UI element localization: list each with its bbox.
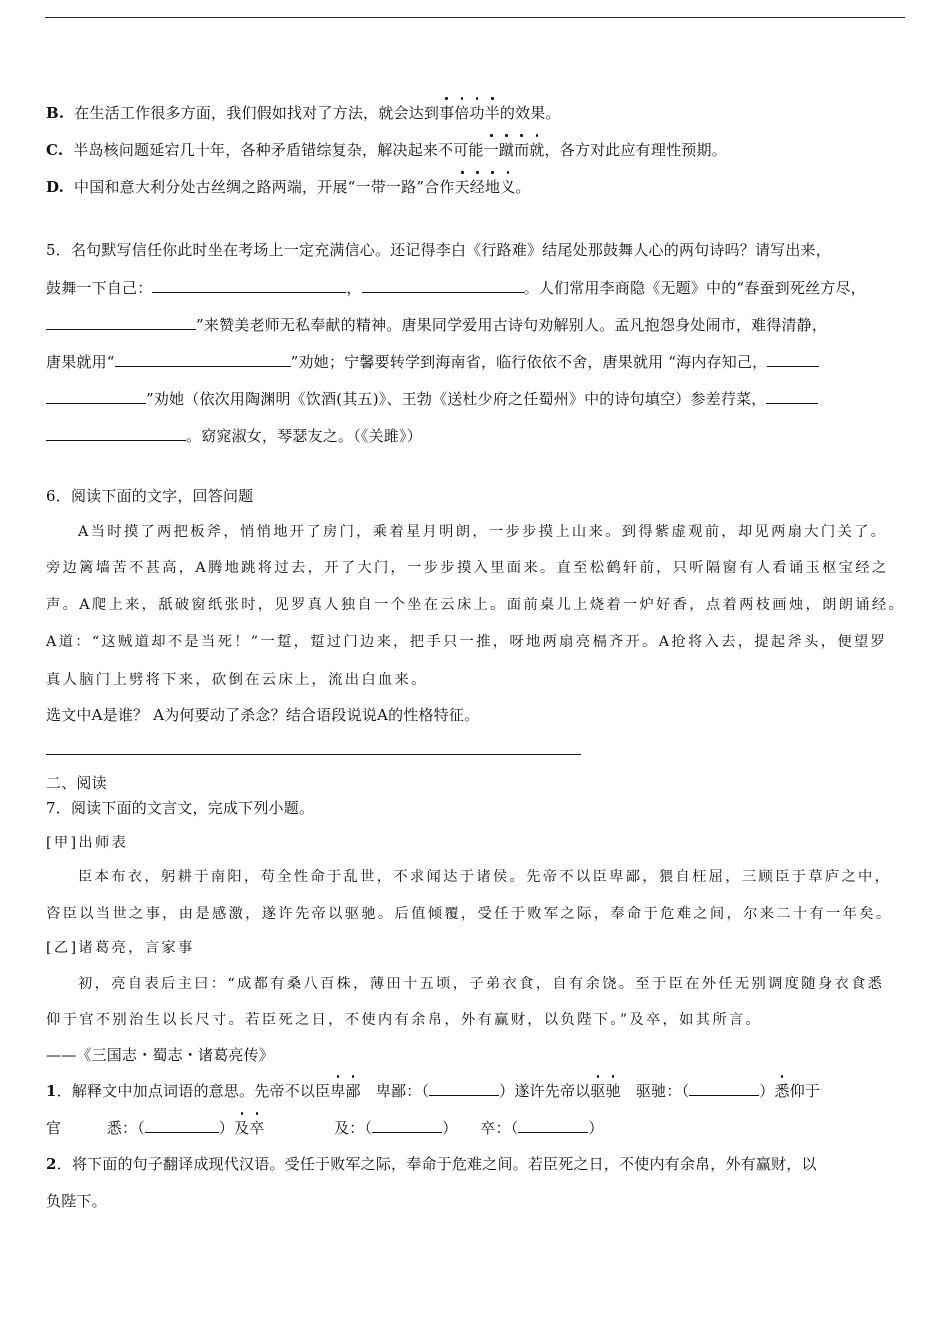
option-d: D. 中国和意大利分处古丝绸之路两端，开展“一带一路”合作天经地义。	[46, 178, 531, 196]
fill-blank[interactable]	[46, 314, 196, 330]
q5-line-1: 5．名句默写信任你此时坐在考场上一定充满信心。还记得李白《行路难》结尾处那鼓舞人心的两句诗吗？请写出来，	[46, 241, 831, 259]
q6-passage-line: A道：“这贼道却不是当死！”一踅，踅过门边来，把手只一推，呀地两扇亮槅齐开。A抢将入去，提起斧头，便望罗	[46, 634, 888, 650]
option-letter: C.	[46, 141, 64, 159]
dotted-word: 卑鄙	[330, 1082, 361, 1100]
dotted-word: 驱驰	[590, 1082, 621, 1100]
q5-line-4: 唐果就用“ ”劝她；宁馨要转学到海南省，临行依依不舍，唐果就用 “海内存知己，	[46, 351, 819, 372]
jia-passage-line: 咨臣以当世之事，由是感激，遂许先帝以驱驰。后值倾覆，受任于败军之际，奉命于危难之间，尔来二十有一年矣。	[46, 906, 893, 922]
option-letter: B.	[46, 104, 65, 122]
source-citation: ——《三国志・蜀志・诸葛亮传》	[46, 1046, 275, 1064]
yi-passage-line: 仰于官不别治生以长尺寸。若臣死之日，不使内有余帛，外有赢财，以负陛下。”及卒，如其所言。	[46, 1012, 763, 1028]
fill-blank[interactable]	[518, 1117, 588, 1133]
yi-passage-line: 初，亮自表后主曰：“成都有桑八百株，薄田十五顷，子弟衣食，自有余饶。至于臣在外任无别调度随身衣食悉	[78, 976, 885, 992]
q5-line-2: 鼓舞一下自己： ， 。人们常用李商隐《无题》中的“春蚕到死丝方尽，	[46, 279, 866, 297]
fill-blank[interactable]	[372, 1117, 442, 1133]
yi-title: [乙]诸葛亮，言家事	[46, 940, 195, 956]
fill-blank[interactable]	[767, 351, 819, 367]
q7-title: 7．阅读下面的文言文，完成下列小题。	[46, 799, 315, 817]
q5-line-3: ”来赞美老师无私奉献的精神。唐果同学爱用古诗句劝解别人。孟凡抱怨身处闹市，难得清静，	[46, 314, 827, 335]
option-b: B. 在生活工作很多方面，我们假如找对了方法，就会达到事倍功半的效果。	[46, 104, 561, 122]
q5-line-6: 。窈窕淑女，琴瑟友之。（《关雎》）	[46, 425, 422, 446]
jia-title: [甲]出师表	[46, 835, 129, 851]
option-c: C. 半岛核问题延宕几十年，各种矛盾错综复杂，解决起来不可能一蹴而就，各方对此应有理性预期。	[46, 141, 727, 159]
fill-blank[interactable]	[362, 277, 524, 293]
dotted-word: 及卒	[234, 1119, 265, 1137]
answer-line[interactable]	[46, 754, 581, 755]
q5-line-5: ”劝她（依次用陶渊明《饮酒(其五)》、王勃《送杜少府之任蜀州》中的诗句填空）参差荇菜，	[46, 388, 818, 409]
q6-title: 6．阅读下面的文字，回答问题	[46, 487, 254, 505]
fill-blank[interactable]	[152, 277, 346, 293]
dotted-phrase: 天经地义	[454, 178, 516, 196]
subq2-line-1: 2．将下面的句子翻译成现代汉语。受任于败军之际，奉命于危难之间。若臣死之日，不使内有余帛，外有赢财，以	[46, 1155, 817, 1173]
fill-blank[interactable]	[115, 351, 291, 367]
q6-passage-line: 声。A爬上来，舐破窗纸张时，见罗真人独自一个坐在云床上。面前桌儿上烧着一炉好香，点着两枝画烛，朗朗诵经。	[46, 597, 906, 613]
fill-blank[interactable]	[145, 1117, 219, 1133]
fill-blank[interactable]	[46, 425, 186, 441]
jia-passage-line: 臣本布衣，躬耕于南阳，苟全性命于乱世，不求闻达于诸侯。先帝不以臣卑鄙，猥自枉屈，三顾臣于草庐之中，	[78, 869, 892, 885]
fill-blank[interactable]	[689, 1080, 759, 1096]
option-letter: D.	[46, 178, 65, 196]
q6-passage-line: A当时摸了两把板斧，悄悄地开了房门，乘着星月明朗，一步步摸上山来。到得紫虚观前，却见两扇大门关了。	[78, 524, 888, 540]
q6-passage-line: 旁边篱墙苦不甚高，A腾地跳将过去，开了大门，一步步摸入里面来。直至松鹤轩前，只听隔窗有人看诵玉枢宝经之	[46, 560, 889, 576]
fill-blank[interactable]	[429, 1080, 499, 1096]
q6-passage-line: 真人脑门上劈将下来，砍倒在云床上，流出白血来。	[46, 672, 428, 688]
top-rule	[45, 17, 905, 18]
fill-blank[interactable]	[766, 388, 818, 404]
subq2-line-2: 负陛下。	[46, 1192, 107, 1210]
dotted-word: 悉	[774, 1082, 790, 1100]
dotted-phrase: 一蹴而就	[483, 141, 545, 159]
q6-question: 选文中A是谁？ A为何要动了杀念？结合语段说说A的性格特征。	[46, 706, 480, 724]
fill-blank[interactable]	[46, 388, 146, 404]
dotted-phrase: 事倍功半	[439, 104, 500, 122]
section-heading: 二、阅读	[46, 774, 107, 792]
subq1-line-1: 1．解释文中加点词语的意思。先帝不以臣卑鄙 卑鄙：（ ）遂许先帝以驱驰 驱驰：（ ）悉仰于	[46, 1082, 821, 1100]
subq1-line-2: 官 悉：（ ）及卒 及：（ ） 卒：（ ）	[46, 1119, 604, 1137]
